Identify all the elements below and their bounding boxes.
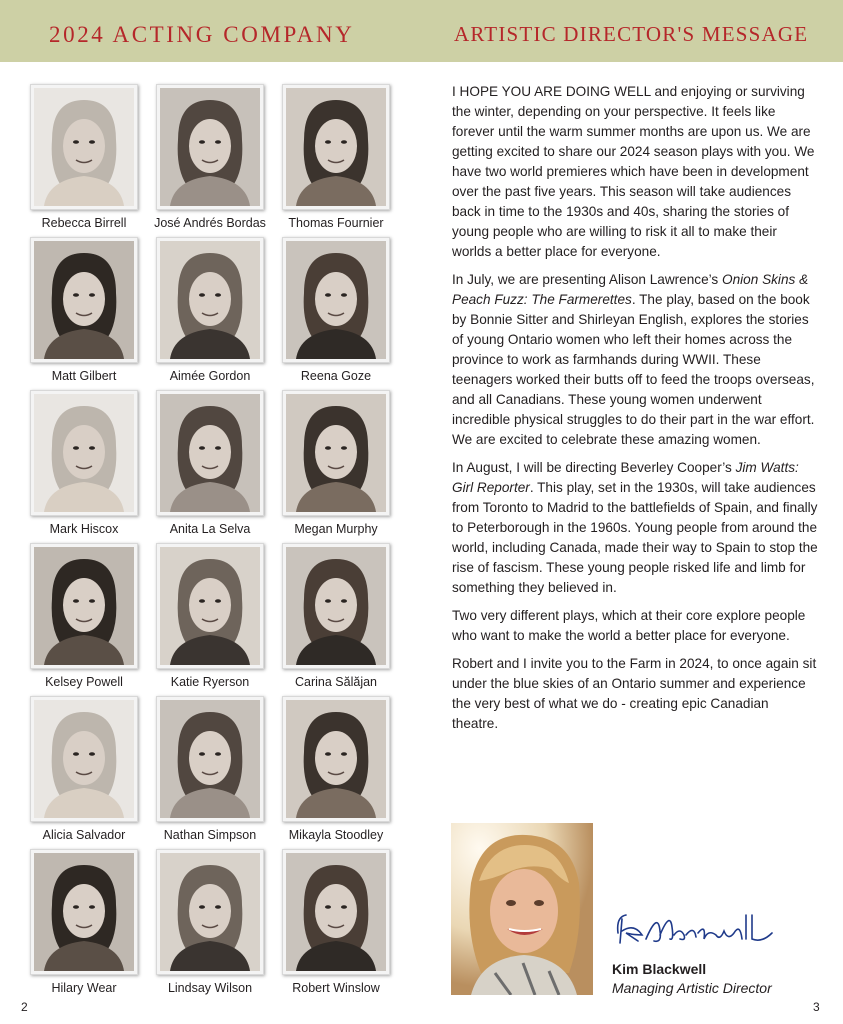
headshot-photo [282, 543, 390, 669]
cast-member [154, 543, 266, 689]
cast-member-name: Robert Winslow [292, 981, 380, 995]
cast-member [28, 849, 140, 995]
cast-member [280, 390, 392, 536]
headshot-photo [282, 84, 390, 210]
message-p2-text-a: In July, we are presenting Alison Lawrence’s [452, 272, 723, 287]
cast-member-name: Thomas Fournier [288, 216, 384, 230]
cast-member [280, 237, 392, 383]
cast-member [28, 84, 140, 230]
message-p3-text-a: In August, I will be directing Beverley Cooper’s [452, 460, 736, 475]
cast-member [154, 84, 266, 230]
cast-member [280, 849, 392, 995]
headshot-photo [30, 390, 138, 516]
acting-company-heading: 2024 ACTING COMPANY [49, 22, 355, 47]
cast-member-name: Rebecca Birrell [41, 216, 127, 230]
cast-member-name: Kelsey Powell [45, 675, 123, 689]
cast-member-name: Nathan Simpson [163, 828, 257, 842]
headshot-photo [282, 237, 390, 363]
cast-member [28, 543, 140, 689]
message-paragraph-4: Two very different plays, which at their core explore people who want to make the world a better place for everyone. [452, 608, 806, 643]
headshot-photo [156, 696, 264, 822]
cast-member-name: Anita La Selva [169, 522, 251, 536]
headshot-photo [30, 849, 138, 975]
headshot-photo [156, 237, 264, 363]
director-title: Managing Artistic Director [612, 980, 772, 996]
cast-member-name: Mikayla Stoodley [288, 828, 384, 842]
cast-member-name: Lindsay Wilson [167, 981, 253, 995]
headshot-photo [156, 849, 264, 975]
directors-message [452, 82, 818, 742]
message-paragraph-3 [452, 458, 818, 598]
message-paragraph-1: I HOPE YOU ARE DOING WELL and enjoying or surviving the winter, depending on your perspective. It feels like forever until the warm summer months are upon us. We are getting excited to share our 2024 season plays with you. We have two world premieres which have been in development over the past five years. This season will take audiences back in time to the 1930s and 40s, sharing the stories of young people who are willing to risk it all to make their worlds a better place for everyone. [452, 84, 815, 259]
cast-member-name: Reena Goze [300, 369, 372, 383]
cast-member-name: Hilary Wear [51, 981, 117, 995]
message-paragraph-5: Robert and I invite you to the Farm in 2024, to once again sit under the blue skies of an Ontario summer and experience the very best of what we do - creating epic Canadian theatre. [452, 656, 817, 731]
director-photo [451, 823, 593, 995]
director-name: Kim Blackwell [612, 961, 707, 977]
headshot-photo [282, 696, 390, 822]
cast-member [154, 237, 266, 383]
message-p2-text-b: . The play, based on the book by Bonnie Sitter and Shirleyan English, explores the stories of young Ontario women who left their homes across the province to work as farmhands during WWII. These teenagers worked their butts off to feed the troops overseas, and all Canadians. These young women underwent incredible physical struggles to do their part in the war effort. We are excited to celebrate these amazing women. [452, 292, 815, 447]
cast-member-name: Aimée Gordon [169, 369, 251, 383]
headshot-photo [282, 390, 390, 516]
cast-member-name: Megan Murphy [294, 522, 378, 536]
cast-member [154, 849, 266, 995]
page-number-left: 2 [21, 1000, 28, 1014]
header-band [0, 0, 843, 62]
cast-member [280, 543, 392, 689]
page-number-right: 3 [813, 1000, 820, 1014]
play-title-onion-skins: Onion Skins & Peach Fuzz: The Farmerettes [452, 272, 809, 307]
headshot-photo [156, 84, 264, 210]
cast-member-name: Alicia Salvador [42, 828, 126, 842]
cast-member-name: José Andrés Bordas [154, 216, 266, 230]
cast-member [280, 696, 392, 842]
cast-member-name: Matt Gilbert [51, 369, 117, 383]
cast-member-name: Carina Sălăjan [295, 675, 377, 689]
cast-member [28, 696, 140, 842]
headshot-photo [30, 696, 138, 822]
cast-member [154, 696, 266, 842]
message-paragraph-2 [452, 270, 818, 450]
headshot-photo [156, 543, 264, 669]
cast-member [28, 237, 140, 383]
play-title-jim-watts: Jim Watts: Girl Reporter [452, 460, 799, 495]
cast-member [280, 84, 392, 230]
directors-message-heading: ARTISTIC DIRECTOR'S MESSAGE [454, 22, 809, 46]
cast-member-name: Katie Ryerson [170, 675, 250, 689]
message-p3-text-b: . This play, set in the 1930s, will take audiences from Toronto to Madrid to the battlefields of Spain, and finally to Peterborough in the 1960s. Young people from around the world, including Canada, made their way to Spain to stop the rise of fascism. These young people risked life and limb for something they believed in. [452, 480, 818, 595]
headshot-photo [30, 84, 138, 210]
cast-member [28, 390, 140, 536]
headshot-photo [156, 390, 264, 516]
headshot-photo [30, 237, 138, 363]
cast-member [154, 390, 266, 536]
director-signature [612, 905, 782, 955]
cast-member-name: Mark Hiscox [49, 522, 119, 536]
headshot-photo [30, 543, 138, 669]
headshot-photo [282, 849, 390, 975]
